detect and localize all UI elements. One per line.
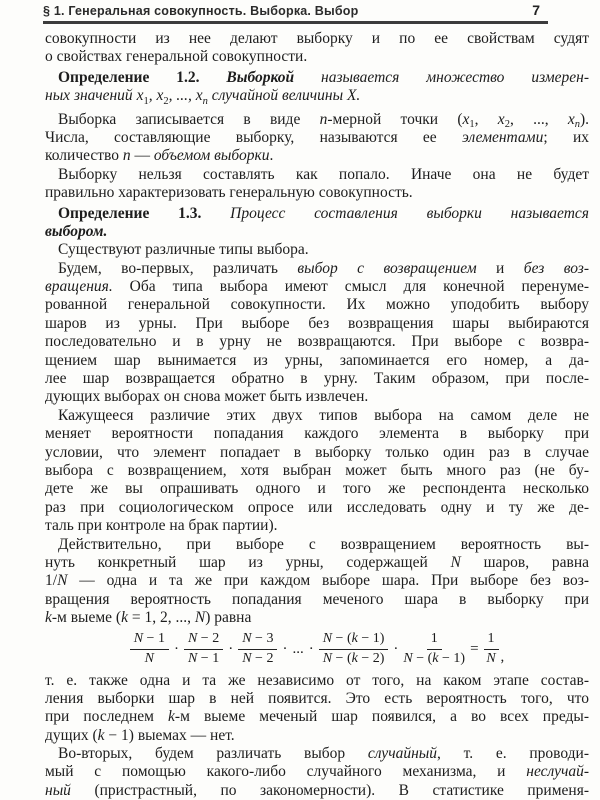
text-line: условии, что элемент попадает в выборку только один раз в случае <box>45 443 589 461</box>
paragraph <box>45 69 589 106</box>
text-line: ления выборки шар в ней появится. Это есть вероятность того, что <box>45 689 589 707</box>
math-operator: , <box>500 648 505 665</box>
fraction: $\frac{1}{N - (k - 1)}$ <box>403 631 466 666</box>
text-line: Числа, составляющие выборку, называются ее элементами; их <box>45 128 589 146</box>
text-line: ный (пристрастный, по закономерности). В статистике применя- <box>45 781 589 799</box>
text-line: выбора с возвращением, хотя выбран может быть много раз (не бу- <box>45 461 589 479</box>
fraction: $\frac{1}{N}$ <box>484 631 499 668</box>
text-line: лее шар возвращается обратно в урну. Таким образом, при после- <box>45 370 589 388</box>
header-rule <box>43 21 548 24</box>
text-line: Кажущееся различие этих двух типов выбора на самом деле не <box>58 406 589 424</box>
math-operator: ... <box>292 641 304 657</box>
page-header <box>43 2 548 20</box>
math-operator: = <box>470 641 479 657</box>
paragraph <box>45 536 589 628</box>
text-line: т. е. также одна и та же независимо от того, на каком этапе состав- <box>45 671 589 689</box>
text-line: вращения. Оба типа выбора имеют смысл для конечной перенуме- <box>45 278 589 296</box>
math-operator: · <box>393 641 399 657</box>
text-line: рованной генеральной совокупности. Их можно уподобить выбору <box>45 296 589 314</box>
text-line: Определение 1.3. Процесс составления выборки называется <box>58 204 589 222</box>
text-line: выбором. <box>45 222 108 240</box>
fraction: $\frac{N - 3}{N - 2}$ <box>238 631 277 668</box>
text-line: Существуют различные типы выбора. <box>58 241 309 259</box>
paragraph <box>45 30 589 67</box>
text-line: при последнем k-м выеме меченый шар появился, а во всех преды- <box>45 708 589 726</box>
text-line: Во-вторых, будем различать выбор случайный, т. е. проводи- <box>58 745 589 763</box>
text-line: Определение 1.2. Выборкой называется множество измерен- <box>58 68 589 86</box>
body-text <box>45 30 589 800</box>
text-line: Будем, во-первых, различать выбор с возвращением и без воз- <box>58 259 590 277</box>
text-line: Выборка записывается в виде n-мерной точки ($x_1$, $x_2$, ..., $x_n$). <box>58 110 590 131</box>
text-line: вращения вероятность попадания меченого шара в выборку при <box>45 590 589 608</box>
text-line: щением шар вынимается из урны, запоминается его номер, а да- <box>45 351 589 369</box>
text-line: мый с помощью какого-либо случайного механизма, и неслучай- <box>45 763 589 781</box>
fraction: $\frac{N - (k - 1)}{N - (k - 2)}$ <box>319 631 389 668</box>
math-operator: · <box>228 641 234 657</box>
text-line: Выборку нельзя составлять как попало. Иначе она не будет <box>58 165 589 183</box>
page-number: 7 <box>532 2 540 18</box>
fraction: $\frac{N - 2}{N - 1}$ <box>184 631 223 668</box>
text-line: k-м выеме (k = 1, 2, ..., N) равна <box>45 609 252 627</box>
text-line: дете же вы опрашивать одного и того же респондента несколько <box>45 480 589 498</box>
text-line: совокупности из нее делают выборку и по ее свойствам судят <box>45 30 589 47</box>
paragraph <box>45 672 589 746</box>
text-line: таль при контроле на брак партии). <box>45 517 278 535</box>
paragraph <box>45 166 589 203</box>
text-line: Действительно, при выборе с возвращением вероятность вы- <box>58 535 589 553</box>
text-line: ных значений $x_1$, $x_2$, ..., $x_n$ случайной величины X. <box>45 87 361 107</box>
math-operator: · <box>173 641 179 657</box>
text-line: последовательно и в урну не возвращаются. При выборе с возвра- <box>45 333 589 351</box>
paragraph <box>45 407 589 536</box>
text-line: 1/N — одна и та же при каждом выборе шара. При выборе без воз- <box>45 572 589 590</box>
text-line: о свойствах генеральной совокупности. <box>45 48 308 66</box>
paragraph <box>45 260 589 407</box>
paragraph <box>45 205 589 242</box>
math-operator: · <box>308 641 314 657</box>
probability-formula <box>45 630 589 670</box>
paragraph <box>45 745 589 800</box>
text-line: дущих (k − 1) выемах — нет. <box>45 726 235 744</box>
fraction: $\frac{N - 1}{N}$ <box>130 631 169 668</box>
math-operator: · <box>282 641 288 657</box>
text-line: количество n — объемом выборки. <box>45 147 274 165</box>
text-line: меняет вероятности попадания каждого элемента в выборку при <box>45 425 589 443</box>
text-line: дующих выборах он снова может быть извлечен. <box>45 388 369 406</box>
text-line: раз при социологическом опросе или исследовать одну и ту же де- <box>45 498 589 516</box>
text-line: правильно характеризовать генеральную совокупность. <box>45 184 413 202</box>
text-line: нуть конкретный шар из урны, содержащей N шаров, равна <box>45 553 589 571</box>
paragraph <box>45 241 589 259</box>
section-title: § 1. Генеральная совокупность. Выборка. Выбор <box>43 4 359 18</box>
text-line: шаров из урны. При выборе без возвращения шары выбираются <box>45 314 589 332</box>
paragraph <box>45 111 589 166</box>
